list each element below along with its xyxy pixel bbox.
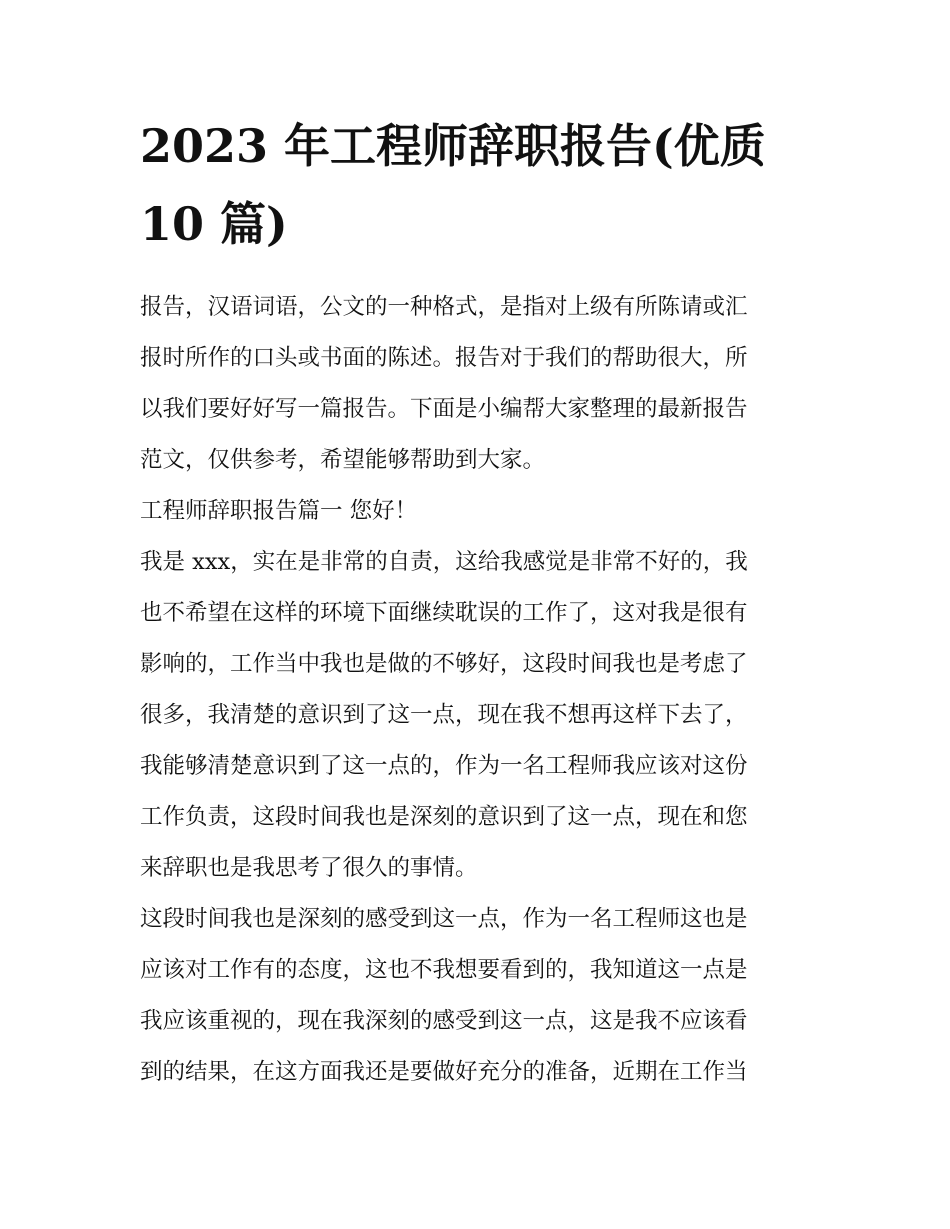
body-line: 范文，仅供参考，希望能够帮助到大家。 xyxy=(140,447,546,473)
body-line: 我能够清楚意识到了这一点的，作为一名工程师我应该对这份 xyxy=(140,753,748,779)
body-line: 也不希望在这样的环境下面继续耽误的工作了，这对我是很有 xyxy=(140,600,748,626)
title-line: 2023 年工程师辞职报告(优质 xyxy=(140,119,766,173)
body-line: 我是 xxx，实在是非常的自责，这给我感觉是非常不好的，我 xyxy=(140,549,748,575)
body-line: 报告，汉语词语，公文的一种格式，是指对上级有所陈请或汇 xyxy=(140,294,748,320)
body-line: 应该对工作有的态度，这也不我想要看到的，我知道这一点是 xyxy=(140,957,748,983)
body-line: 来辞职也是我思考了很久的事情。 xyxy=(140,855,478,881)
body-line: 很多，我清楚的意识到了这一点，现在我不想再这样下去了， xyxy=(140,702,748,728)
body-line: 工作负责，这段时间我也是深刻的意识到了这一点，现在和您 xyxy=(140,804,748,830)
document-title xyxy=(140,112,812,258)
body-line: 影响的，工作当中我也是做的不够好，这段时间我也是考虑了 xyxy=(140,651,748,677)
body-line: 到的结果，在这方面我还是要做好充分的准备，近期在工作当 xyxy=(140,1059,748,1085)
section-heading: 工程师辞职报告篇一 您好！ xyxy=(140,498,418,524)
document-body xyxy=(140,282,812,1098)
document-page xyxy=(140,112,812,1098)
body-line: 这段时间我也是深刻的感受到这一点，作为一名工程师这也是 xyxy=(140,906,748,932)
title-line: 10 篇) xyxy=(140,197,288,251)
body-line: 我应该重视的，现在我深刻的感受到这一点，这是我不应该看 xyxy=(140,1008,748,1034)
body-line: 报时所作的口头或书面的陈述。报告对于我们的帮助很大，所 xyxy=(140,345,748,371)
body-line: 以我们要好好写一篇报告。下面是小编帮大家整理的最新报告 xyxy=(140,396,748,422)
